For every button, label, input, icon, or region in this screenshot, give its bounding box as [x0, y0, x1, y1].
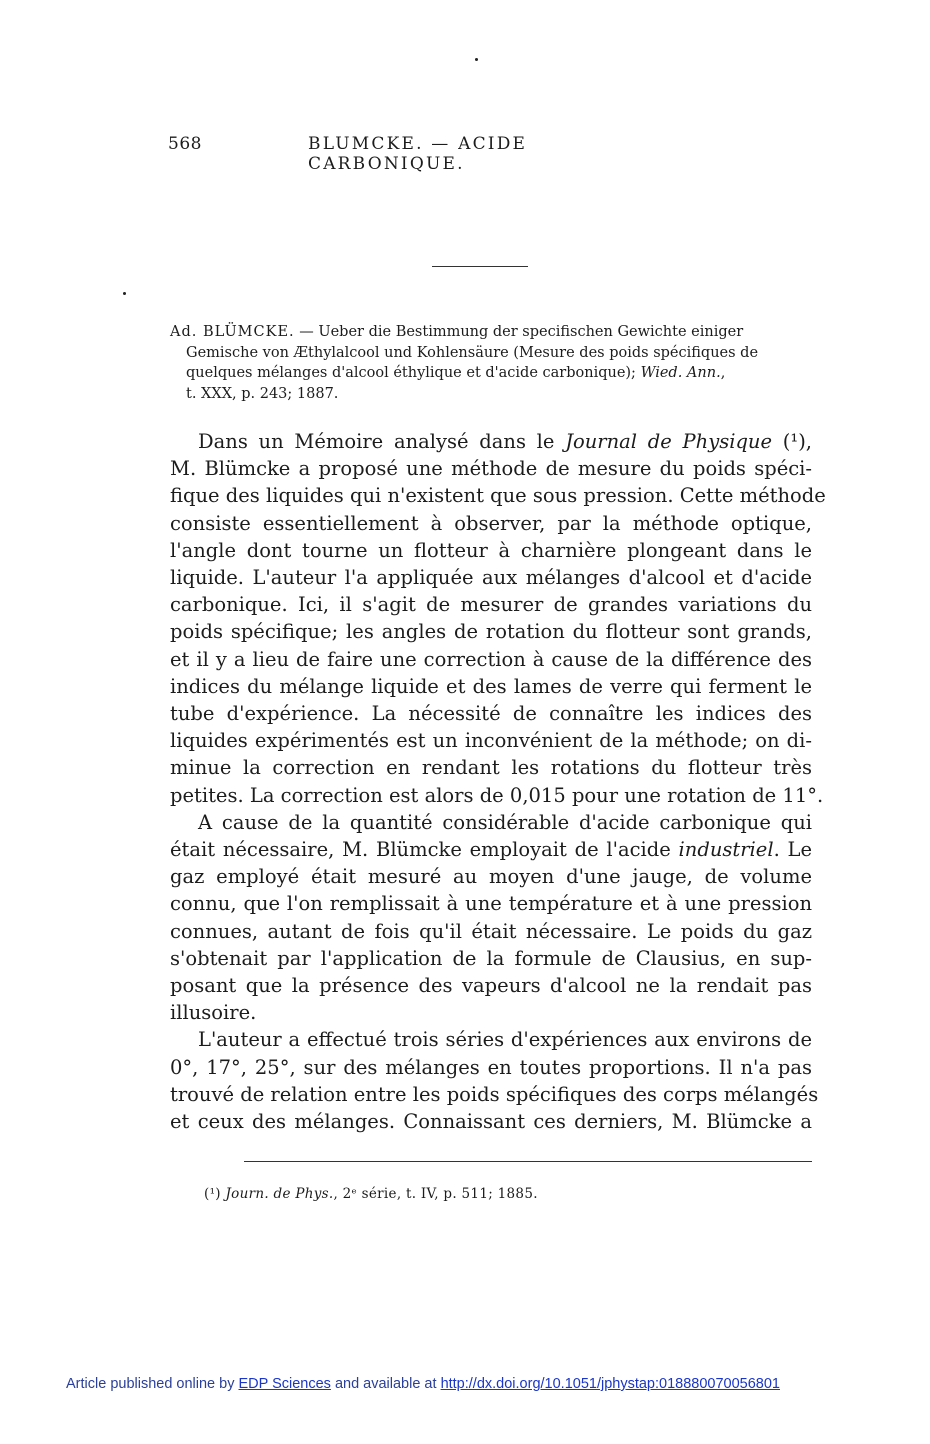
text-line: gaz employé était mesuré au moyen d'une jauge, de volume [170, 865, 812, 889]
text-line: illusoire. [170, 1001, 257, 1025]
reference-author: Ad. BLÜMCKE. [170, 324, 295, 340]
text-line: fique des liquides qui n'existent que sous pression. Cette méthode [170, 484, 826, 508]
text-line: posant que la présence des vapeurs d'alcool ne la rendait pas [170, 974, 812, 998]
text-line [170, 836, 812, 863]
paragraph [170, 428, 826, 809]
text-line: trouvé de relation entre les poids spécifiques des corps mélangés [170, 1082, 819, 1106]
banner-text: and available at [330, 1376, 441, 1392]
text-span: Dans un Mémoire analysé dans le [198, 430, 566, 453]
footnote-text: , 2ᵉ série, t. IV, p. 511; 1885. [333, 1186, 538, 1202]
reference-line [170, 322, 815, 343]
text-line: liquide. L'auteur l'a appliquée aux mélanges d'alcool et d'acide [170, 566, 812, 590]
footnote-reference: (¹), [772, 430, 813, 453]
text-line: liquides expérimentés est un inconvénient de la méthode; on di- [170, 729, 812, 753]
text-line: s'obtenait par l'application de la formule de Clausius, en sup- [170, 946, 812, 970]
text-span: . Le [773, 838, 813, 862]
footnote [204, 1186, 538, 1202]
running-title: BLUMCKE. — ACIDE CARBONIQUE. [308, 134, 528, 174]
reference-line: Gemische von Æthylalcool und Kohlensäure (Mesure des poids spécifiques de [186, 344, 759, 361]
section-rule [432, 266, 528, 267]
reference-line: t. XXX, p. 243; 1887. [186, 385, 339, 402]
scan-speck [475, 58, 478, 61]
footnote-marker: (¹) [204, 1186, 226, 1202]
reference-line [170, 363, 815, 384]
text-line: 0°, 17°, 25°, sur des mélanges en toutes proportions. Il n'a pas [170, 1055, 812, 1079]
text-line: connu, que l'on remplissait à une température et à une pression [170, 892, 812, 916]
reference-journal: Wied. Ann. [640, 365, 721, 381]
text-line: et ceux des mélanges. Connaissant ces derniers, M. Blümcke a [170, 1110, 812, 1134]
text-line: petites. La correction est alors de 0,015 pour une rotation de 11°. [170, 783, 824, 807]
paragraph [170, 1026, 819, 1135]
text-line: M. Blümcke a proposé une méthode de mesure du poids spéci- [170, 457, 812, 481]
text-line [170, 428, 812, 455]
text-line: poids spécifique; les angles de rotation du flotteur sont grands, [170, 620, 812, 644]
scan-speck [123, 292, 126, 295]
footnote-rule [244, 1161, 812, 1162]
reference-text: — Ueber die Bestimmung der specifischen Gewichte einiger [294, 324, 744, 340]
text-line: consiste essentiellement à observer, par la méthode optique, [170, 511, 812, 535]
emphasis: industriel [678, 838, 774, 862]
publisher-banner [66, 1376, 780, 1392]
footnote-journal: Journ. de Phys. [225, 1186, 334, 1202]
text-line: minue la correction en rendant les rotations du flotteur très [170, 756, 812, 780]
reference-text: , [720, 365, 726, 381]
publisher-link[interactable]: EDP Sciences [238, 1376, 331, 1392]
reference-text: quelques mélanges d'alcool éthylique et d'acide carbonique); [186, 365, 636, 381]
running-head [168, 134, 660, 174]
text-line: A cause de la quantité considérable d'acide carbonique qui [198, 810, 812, 834]
text-line: tube d'expérience. La nécessité de connaître les indices des [170, 702, 812, 726]
text-line: carbonique. Ici, il s'agit de mesurer de grandes variations du [170, 593, 812, 617]
banner-text: Article published online by [66, 1376, 239, 1392]
text-line: L'auteur a effectué trois séries d'expériences aux environs de [198, 1028, 812, 1052]
journal-title: Journal de Physique [565, 430, 773, 453]
bibliographic-reference [170, 322, 815, 404]
article-body [170, 428, 826, 1135]
text-line: et il y a lieu de faire une correction à cause de la différence des [170, 647, 812, 671]
text-line: l'angle dont tourne un flotteur à charnière plongeant dans le [170, 538, 812, 562]
paragraph [170, 809, 812, 1027]
doi-link[interactable]: http://dx.doi.org/10.1051/jphystap:018880070056801 [440, 1376, 780, 1392]
page-number: 568 [168, 134, 202, 154]
text-span: était nécessaire, M. Blümcke employait de l'acide [170, 838, 679, 862]
text-line: connues, autant de fois qu'il était nécessaire. Le poids du gaz [170, 919, 812, 943]
text-line: indices du mélange liquide et des lames de verre qui ferment le [170, 674, 812, 698]
